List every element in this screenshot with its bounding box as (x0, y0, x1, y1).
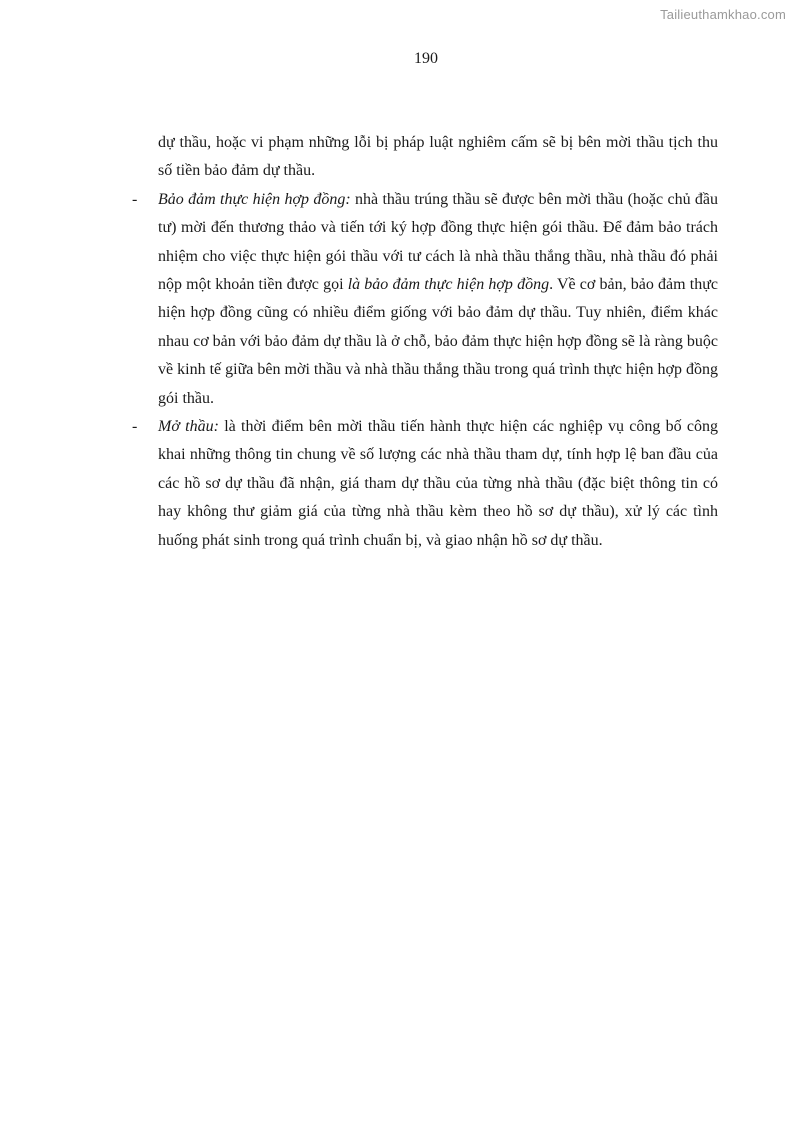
list-item-bid-opening (128, 413, 718, 555)
item-text-after: . Về cơ bản, bảo đảm thực hiện hợp đồng cũng có nhiều điểm giống với bảo đảm dự thầu. Tuy nhiên, điểm khác nhau cơ bản với bảo đảm dự thầu là ở chỗ, bảo đảm thực hiện hợp đồng sẽ là ràng buộc về kinh tế giữa bên mời thầu và nhà thầu thắng thầu trong quá trình thực hiện hợp đồng gói thầu. (158, 276, 718, 407)
document-body (128, 129, 718, 555)
bullet-dash: - (132, 190, 138, 208)
item-text: là thời điểm bên mời thầu tiến hành thực hiện các nghiệp vụ công bố công khai những thông tin chung về số lượng các nhà thầu tham dự, tính hợp lệ ban đầu của các hồ sơ dự thầu đã nhận, giá tham dự thầu của từng nhà thầu (đặc biệt thông tin có hay không thư giảm giá của từng nhà thầu kèm theo hồ sơ dự thầu), xử lý các tình huống phát sinh trong quá trình chuẩn bị, và giao nhận hồ sơ dự thầu. (158, 418, 719, 549)
term-label: Bảo đảm thực hiện hợp đồng: (158, 190, 351, 208)
bullet-dash: - (132, 418, 138, 436)
continuation-paragraph: dự thầu, hoặc vi phạm những lỗi bị pháp luật nghiêm cấm sẽ bị bên mời thầu tịch thu số tiền bảo đảm dự thầu. (158, 134, 718, 180)
page-number: 190 (414, 50, 438, 67)
watermark: Tailieuthamkhao.com (660, 7, 786, 22)
term-label: Mở thầu: (158, 418, 219, 436)
emphasis-text: là bảo đảm thực hiện hợp đồng (347, 276, 550, 294)
item-text: nhà thầu trúng thầu sẽ được bên mời thầu (hoặc chủ đầu tư) mời đến thương thảo và tiến tới ký hợp đồng thực hiện gói thầu. Để đảm bảo trách nhiệm cho việc thực hiện gói thầu với tư cách là nhà thầu thắng thầu, nhà thầu đó phải nộp một khoản tiền được gọi (158, 190, 719, 294)
list-item-performance-guarantee (128, 186, 718, 413)
